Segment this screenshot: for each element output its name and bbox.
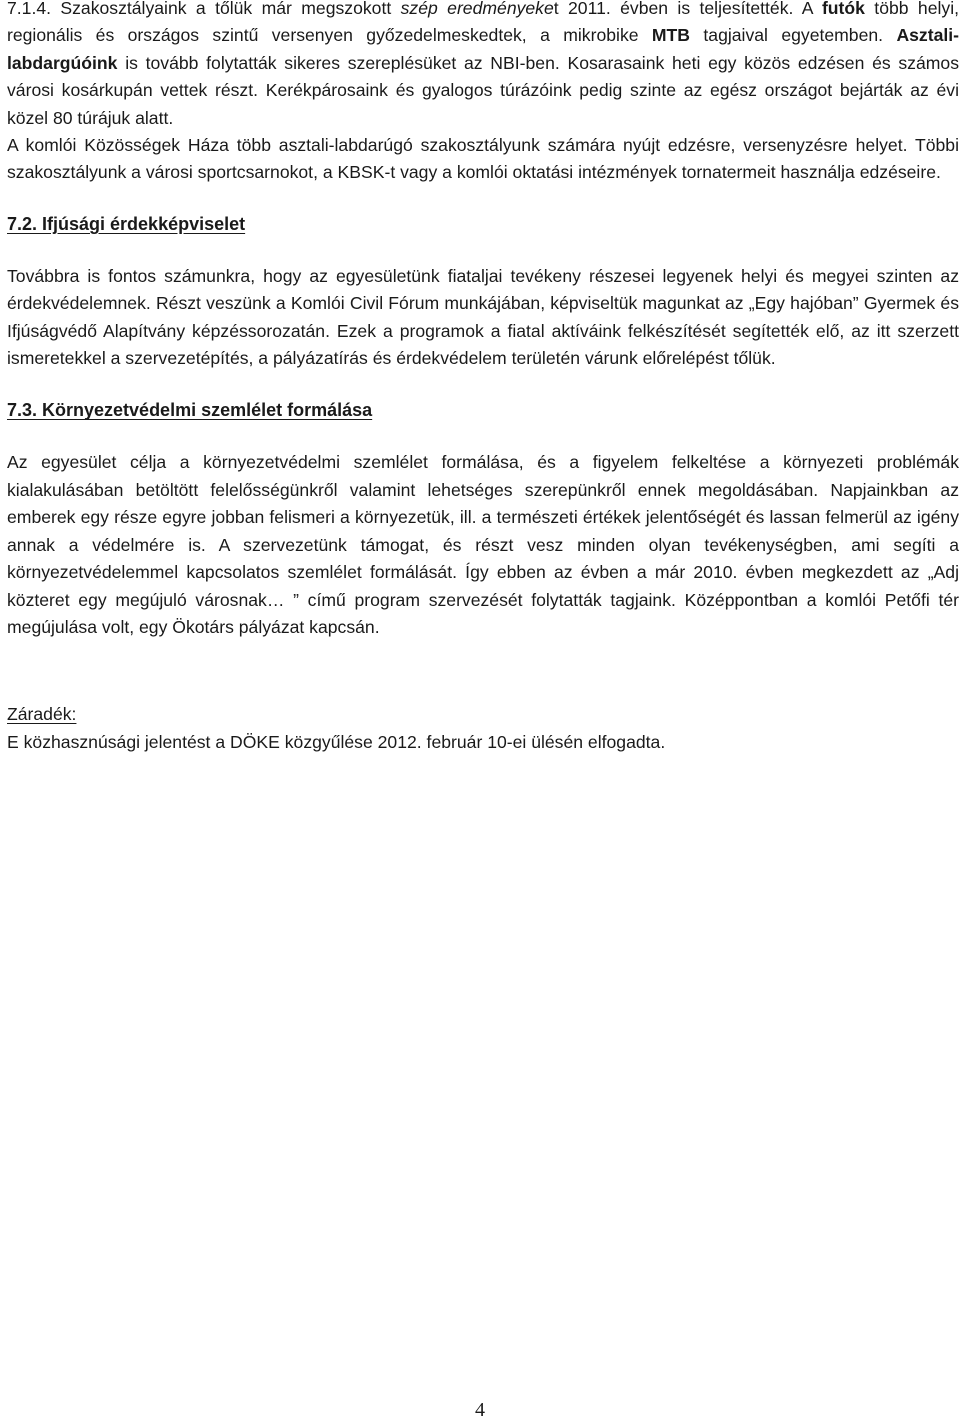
italic-text: szép eredményeke xyxy=(400,0,554,18)
bold-text-futok: futók xyxy=(821,0,865,18)
bold-text-mtb: MTB xyxy=(651,25,691,46)
section-7-1-4-facilities-paragraph: A komlói Közösségek Háza több asztali-labdarúgó szakosztályunk számára nyújt edzésre, versenyzésre helyet. Többi szakosztályunk a városi sportcsarnokot, a KBSK-t vagy a komlói oktatási intézmények tornatermeit használja edzéseire. xyxy=(7,135,959,183)
clause-label: Záradék: xyxy=(7,704,77,725)
text-run: 7.1.4. Szakosztályaink a tőlük már megszokott xyxy=(7,0,401,18)
text-run: több helyi, regionális és országos szintű versenyen győzedelmeskedtek, a mikrobike xyxy=(7,0,959,46)
bold-text-asztali: Asztali-labdargúóink xyxy=(7,25,960,73)
section-heading-7-3: 7.3. Környezetvédelmi szemlélet formálása xyxy=(7,400,373,421)
text-run: t 2011. évben is teljesítették. A xyxy=(553,0,822,18)
section-7-2-paragraph: Továbbra is fontos számunkra, hogy az egyesületünk fiataljai tevékeny részesei legyenek helyi és megyei szinten az érdekvédelemnek. Részt veszünk a Komlói Civil Fórum munkájában, képviseltük magunkat az „Egy hajóban” Gyermek és Ifjúságvédő Alapítvány képzéssorozatán. Ezek a programok a fiatal aktíváink felkészítését segítették elő, az itt szerzett ismeretekkel a szervezetépítés, a pályázatírás és érdekvédelem területén várunk előrelépést tőlük. xyxy=(7,265,959,369)
section-7-3-paragraph: Az egyesület célja a környezetvédelmi szemlélet formálása, és a figyelem felkeltése a környezeti problémák kialakulásában betöltött felelősségünkről valamint lehetséges szerepünkről ennek megoldásában. Napjainkban az emberek egy része egyre jobban felismeri a környezetük, ill. a természeti értékek jelentőségét és lassan felmerül az igény annak a védelmére is. A szervezetünk támogat, és részt vesz minden olyan tevékenységben, ami segíti a környezetvédelemmel kapcsolatos szemlélet formálását. Így ebben az évben a már 2010. évben megkezdett az „Adj közteret egy megújuló városnak… ” című program szervezését folytatták tagjaink. Középpontban a komlói Petőfi tér megújulása volt, egy Ökotárs pályázat kapcsán. xyxy=(7,452,959,637)
section-7-1-4-paragraph xyxy=(7,0,959,132)
text-run: tagjaival egyetemben. xyxy=(690,25,897,46)
document-page xyxy=(7,0,959,756)
page-number: 4 xyxy=(475,1399,485,1421)
clause-text: E közhasznúsági jelentést a DÖKE közgyűlése 2012. február 10-ei ülésén elfogadta. xyxy=(7,731,666,752)
text-run: is tovább folytatták sikeres szereplésüket az NBI-ben. Kosarasaink heti egy közös edzésen és számos városi kosárkupán vettek részt. Kerékpárosaink és gyalogos túrázóink pedig szinte az egész országot bejárták az évi közel 80 túrájuk alatt. xyxy=(7,52,959,128)
section-heading-7-2: 7.2. Ifjúsági érdekképviselet xyxy=(7,213,246,234)
